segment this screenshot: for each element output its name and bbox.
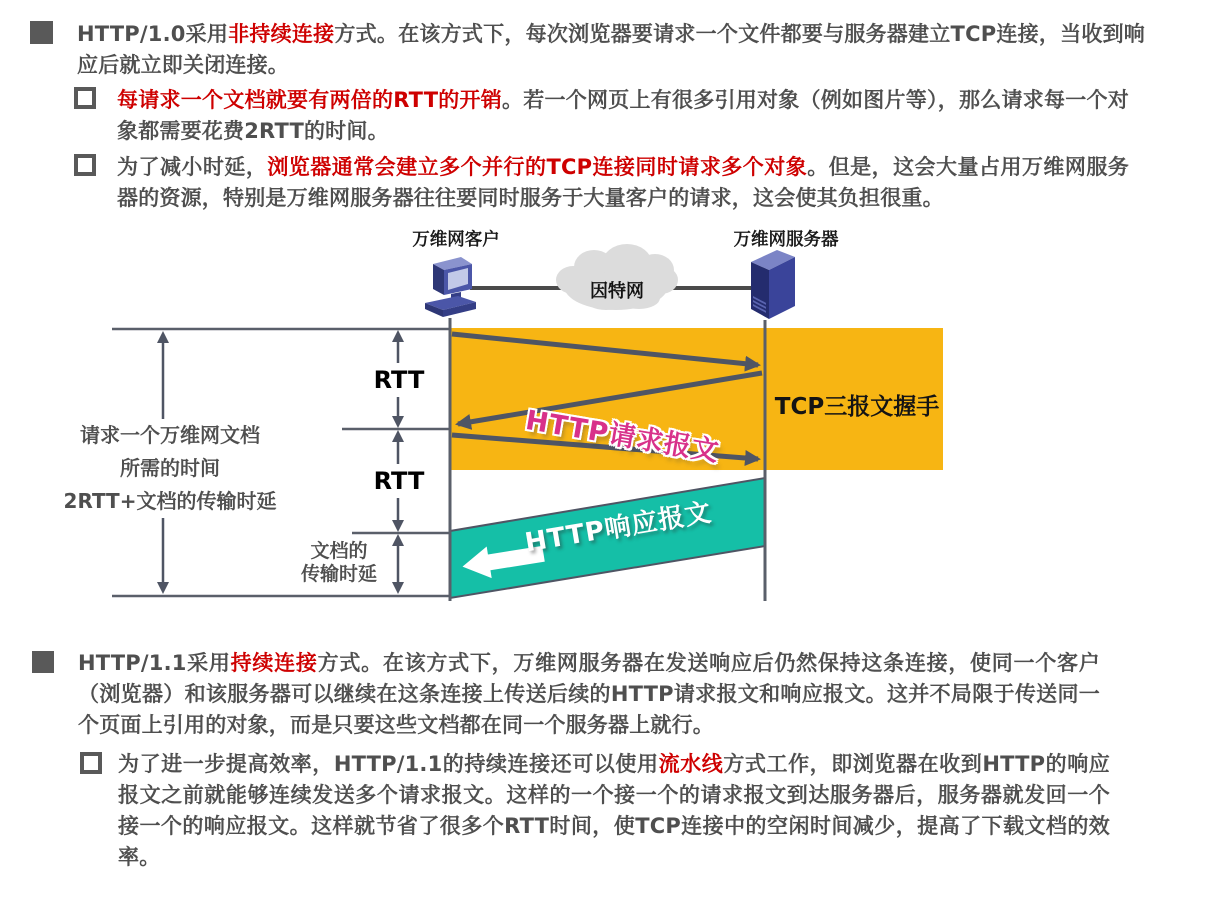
http-request-label: HTTP请求报文 bbox=[523, 405, 722, 468]
server-tower-icon bbox=[743, 244, 803, 324]
client-label: 万维网客户 bbox=[412, 230, 500, 250]
total-time-label bbox=[22, 419, 318, 518]
sub-bullet-pipelining: 为了进一步提高效率，HTTP/1.1的持续连接还可以使用流水线方式工作，即浏览器在收到HTTP的响应报文之前就能够连续发送多个请求报文。这样的一个接一个的请求报文到达服务器后，服务器就发回一个接一个的响应报文。这样就节省了很多个RTT时间，使TCP连接中的空闲时间减少，提高了下载文档的效率。 bbox=[118, 752, 1110, 869]
client-computer-icon bbox=[413, 250, 485, 322]
total-time-line-3: 2RTT+文档的传输时延 bbox=[63, 489, 277, 513]
doc-delay-line-1: 文档的 bbox=[310, 540, 368, 562]
sub-bullet-rtt-overhead: 每请求一个文档就要有两倍的RTT的开销。若一个网页上有很多引用对象（例如图片等），那么请求每一个对象都需要花费2RTT的时间。 bbox=[117, 88, 1129, 143]
server-label: 万维网服务器 bbox=[733, 230, 839, 250]
tcp-handshake-label: TCP三报文握手 bbox=[774, 394, 940, 420]
http-response-label: HTTP响应报文 bbox=[522, 497, 715, 559]
total-time-line-1: 请求一个万维网文档 bbox=[80, 423, 260, 447]
internet-label: 因特网 bbox=[590, 281, 644, 302]
doc-delay-line-2: 传输时延 bbox=[300, 563, 377, 585]
total-time-line-2: 所需的时间 bbox=[120, 456, 220, 480]
doc-delay-label bbox=[283, 540, 395, 586]
bullet-http10: HTTP/1.0采用非持续连接方式。在该方式下，每次浏览器要请求一个文件都要与服务器建立TCP连接，当收到响应后就立即关闭连接。 bbox=[77, 22, 1146, 77]
rtt-label-2: RTT bbox=[366, 464, 432, 498]
rtt-label-1: RTT bbox=[366, 363, 432, 397]
sub-bullet-parallel-tcp: 为了减小时延，浏览器通常会建立多个并行的TCP连接同时请求多个对象。但是，这会大量占用万维网服务器的资源，特别是万维网服务器往往要同时服务于大量客户的请求，这会使其负担很重。 bbox=[117, 155, 1130, 210]
bullet-http11: HTTP/1.1采用持续连接方式。在该方式下，万维网服务器在发送响应后仍然保持这条连接，使同一个客户（浏览器）和该服务器可以继续在这条连接上传送后续的HTTP请求报文和响应报文。这并不局限于传送同一个页面上引用的对象，而是只要这些文档都在同一个服务器上就行。 bbox=[78, 651, 1101, 737]
